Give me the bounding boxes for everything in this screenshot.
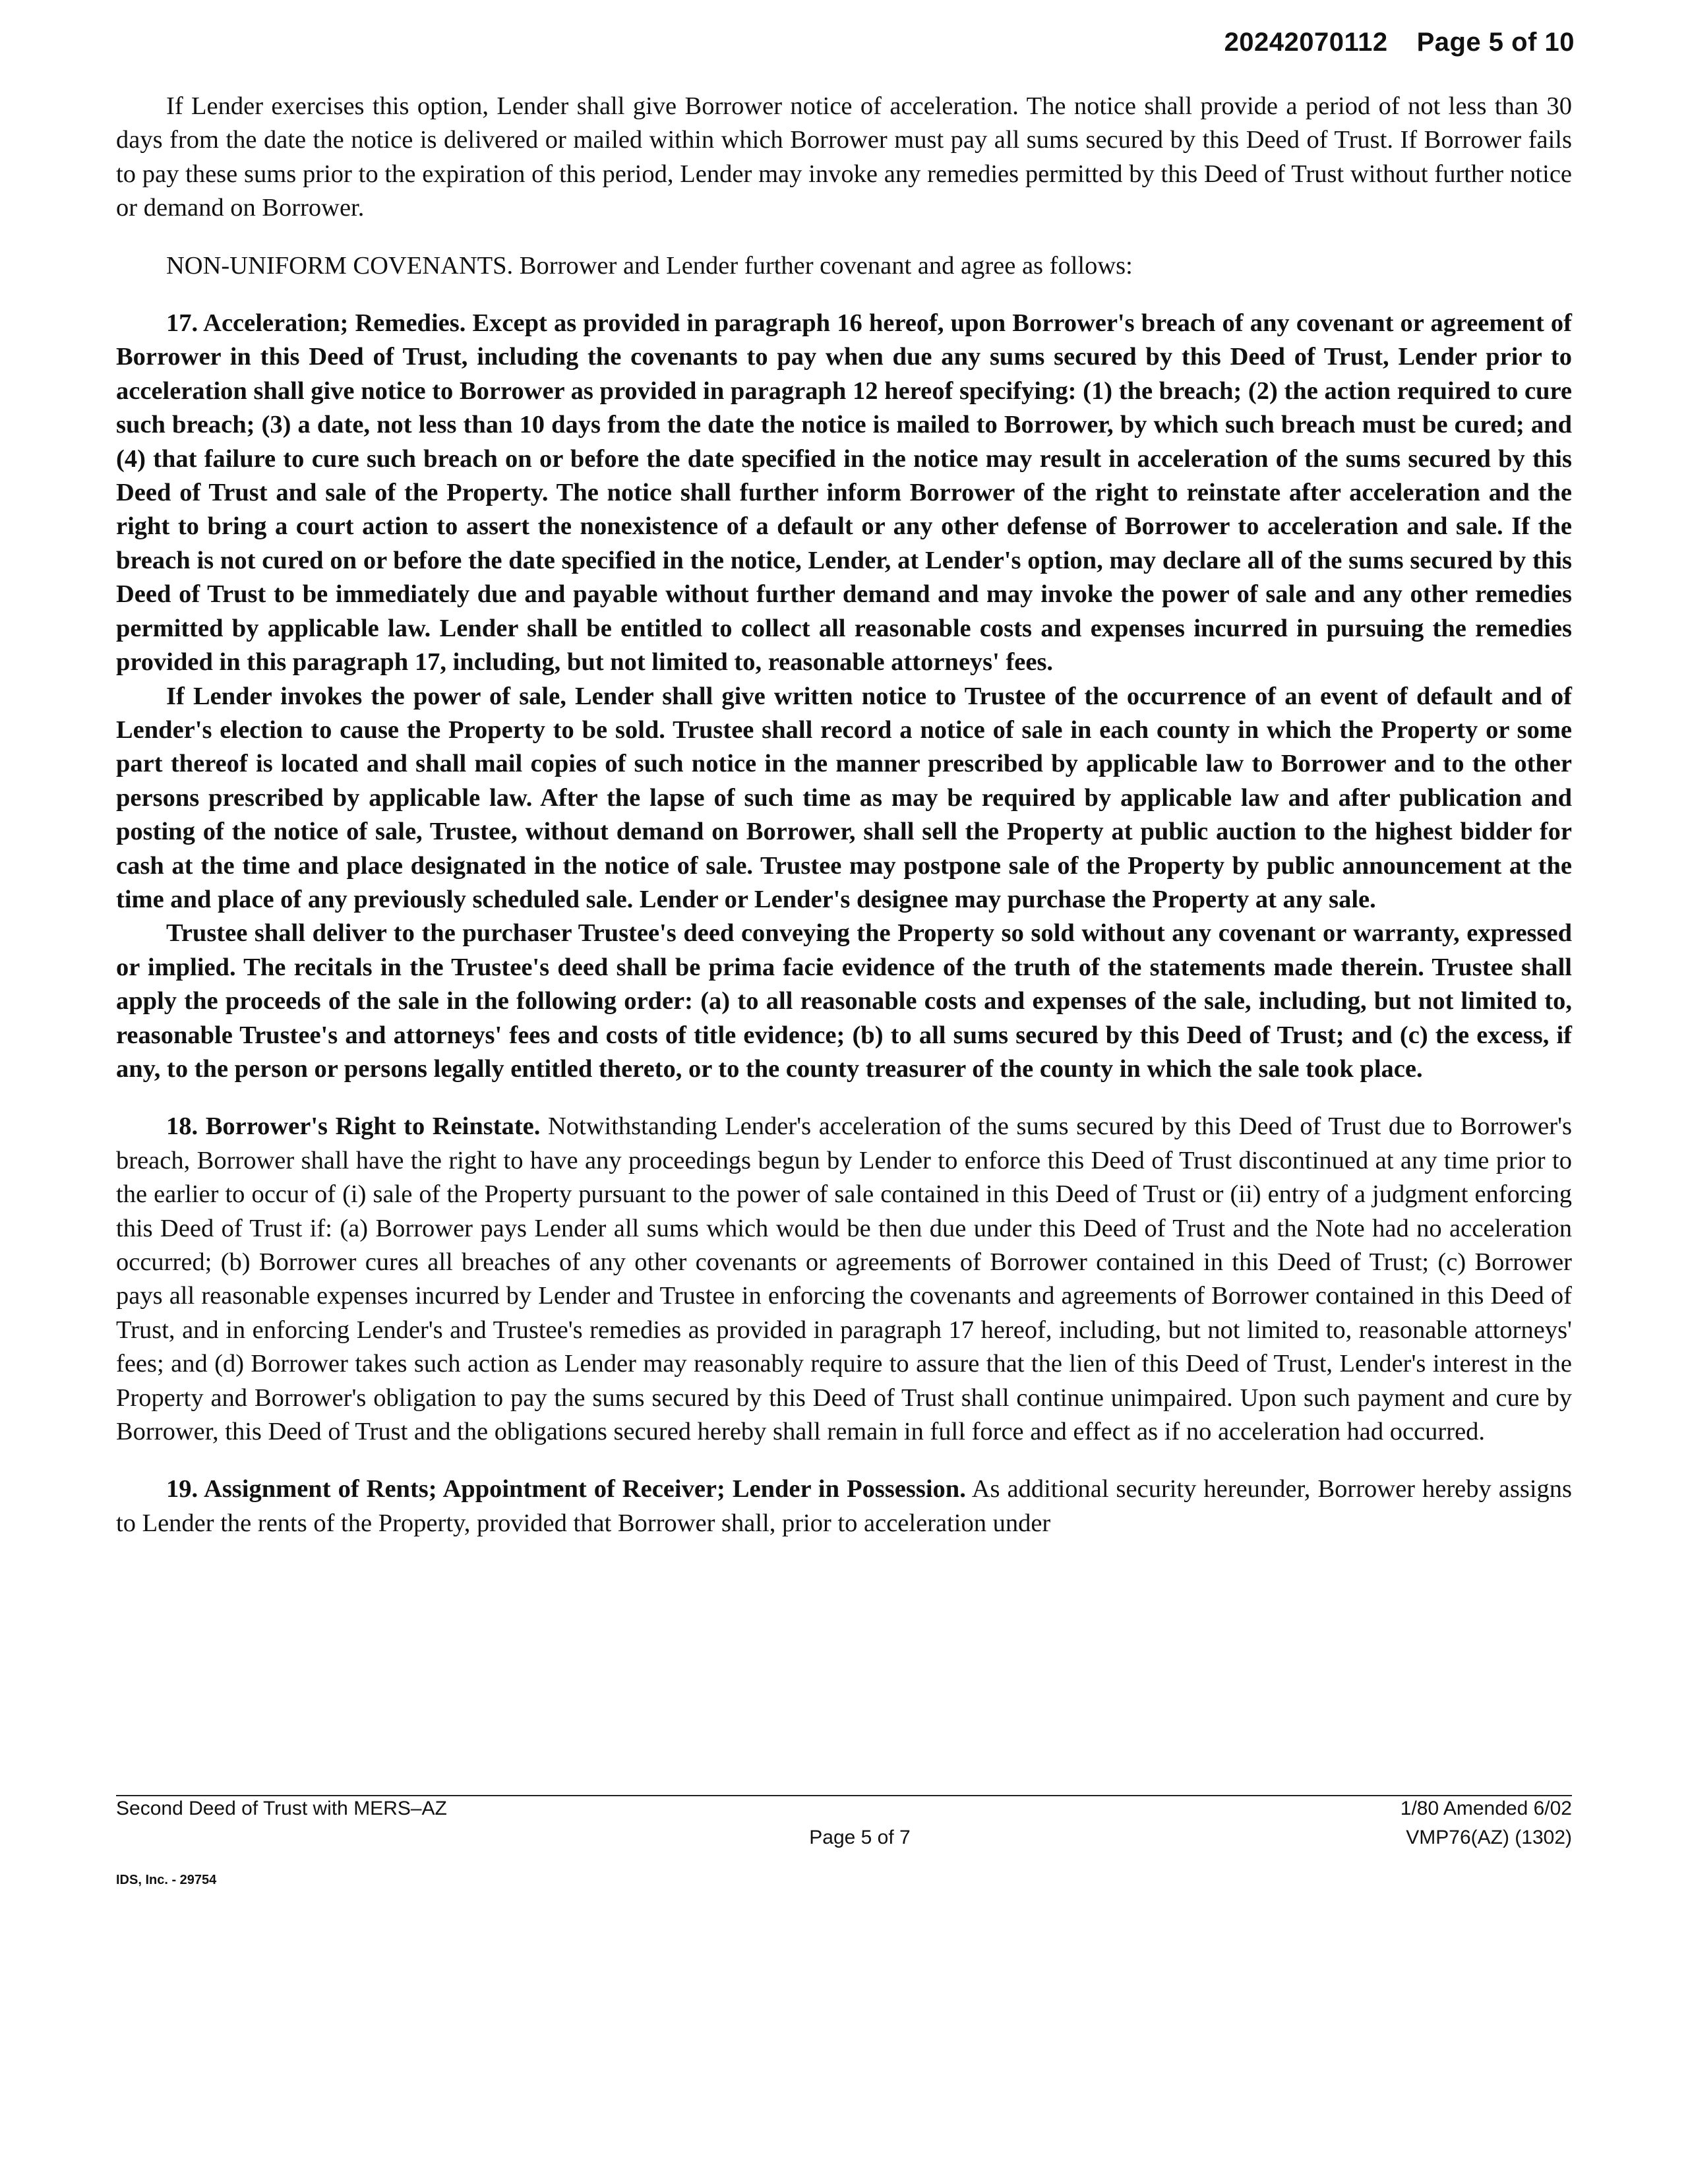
paragraph-non-uniform-covenants: NON-UNIFORM COVENANTS. Borrower and Lender further covenant and agree as follows: — [166, 251, 1133, 280]
paragraph-18-text: Notwithstanding Lender's acceleration of the sums secured by this Deed of Trust due to Borrower's breach, Borrower shall have the right to have any proceedings begun by Lender to enforce this Deed of Trust discontinued at any time prior to the earlier to occur of (i) sale of the Property pursuant to the power of sale contained in this Deed of Trust or (ii) entry of a judgment enforcing this Deed of Trust if: (a) Borrower pays Lender all sums which would be then due under this Deed of Trust and the Note had no acceleration occurred; (b) Borrower cures all breaches of any other covenants or agreements of Borrower contained in this Deed of Trust; (c) Borrower pays all reasonable expenses incurred by Lender and Trustee in enforcing the covenants and agreements of Borrower contained in this Deed of Trust, and in enforcing Lender's and Trustee's remedies as provided in paragraph 17 hereof, including, but not limited to, reasonable attorneys' fees; and (d) Borrower takes such action as Lender may reasonably require to assure that the lien of this Deed of Trust, Lender's interest in the Property and Borrower's obligation to pay the sums secured by this Deed of Trust shall continue unimpaired. Upon such payment and cure by Borrower, this Deed of Trust and the obligations secured hereby shall remain in full force and effect as if no acceleration had occurred. — [116, 1112, 1572, 1446]
footer-form-name: Second Deed of Trust with MERS–AZ — [116, 1798, 447, 1819]
paragraph-17-power-of-sale: If Lender invokes the power of sale, Lender shall give written notice to Trustee of the occurrence of an event of default and of Lender's election to cause the Property to be sold. Trustee shall record a notice of sale in each county in which the Property or some part thereof is located and shall mail copies of such notice in the manner prescribed by applicable law to Borrower and to the other persons prescribed by applicable law. After the lapse of such time as may be required by applicable law and after publication and posting of the notice of sale, Trustee, without demand on Borrower, shall sell the Property at public auction to the highest bidder for cash at the time and place designated in the notice of sale. Trustee may postpone sale of the Property by public announcement at the time and place of any previously scheduled sale. Lender or Lender's designee may purchase the Property at any sale. — [116, 682, 1572, 913]
paragraph-acceleration-notice: If Lender exercises this option, Lender shall give Borrower notice of acceleration. The notice shall provide a period of not less than 30 days from the date the notice is delivered or mailed within which Borrower must pay all sums secured by this Deed of Trust. If Borrower fails to pay these sums prior to the expiration of this period, Lender may invoke any remedies permitted by this Deed of Trust without further notice or demand on Borrower. — [116, 92, 1572, 222]
header-page-label: Page 5 of 10 — [1416, 28, 1575, 57]
document-number: 20242070112 — [1224, 28, 1388, 57]
paragraph-18-right-to-reinstate — [116, 1110, 1572, 1449]
footer-form-code: VMP76(AZ) (1302) — [1406, 1827, 1572, 1848]
paragraph-18-heading: 18. Borrower's Right to Reinstate. — [166, 1112, 541, 1141]
footer-amended-date: 1/80 Amended 6/02 — [1400, 1798, 1572, 1819]
footer-divider — [116, 1795, 1572, 1796]
footer-page-number: Page 5 of 7 — [809, 1827, 911, 1848]
paragraph-19-assignment-of-rents — [116, 1472, 1572, 1540]
page-header — [1224, 28, 1575, 57]
footer-ids-code: IDS, Inc. - 29754 — [116, 1873, 217, 1887]
paragraph-17-trustee-deed: Trustee shall deliver to the purchaser Trustee's deed conveying the Property so sold without any covenant or warranty, expressed or implied. The recitals in the Trustee's deed shall be prima facie evidence of the truth of the statements made therein. Trustee shall apply the proceeds of the sale in the following order: (a) to all reasonable costs and expenses of the sale, including, but not limited to, reasonable Trustee's and attorneys' fees and costs of title evidence; (b) to all sums secured by this Deed of Trust; and (c) the excess, if any, to the person or persons legally entitled thereto, or to the county treasurer of the county in which the sale took place. — [116, 919, 1572, 1083]
paragraph-19-heading: 19. Assignment of Rents; Appointment of Receiver; Lender in Possession. — [166, 1475, 966, 1503]
section-17-acceleration-remedies — [116, 307, 1572, 1086]
paragraph-19-text: As additional security hereunder, Borrower hereby assigns to Lender the rents of the Property, provided that Borrower shall, prior to acceleration under — [116, 1475, 1573, 1537]
document-body — [116, 90, 1572, 1540]
paragraph-17-acceleration: 17. Acceleration; Remedies. Except as provided in paragraph 16 hereof, upon Borrower's breach of any covenant or agreement of Borrower in this Deed of Trust, including the covenants to pay when due any sums secured by this Deed of Trust, Lender prior to acceleration shall give notice to Borrower as provided in paragraph 12 hereof specifying: (1) the breach; (2) the action required to cure such breach; (3) a date, not less than 10 days from the date the notice is mailed to Borrower, by which such breach must be cured; and (4) that failure to cure such breach on or before the date specified in the notice may result in acceleration of the sums secured by this Deed of Trust and sale of the Property. The notice shall further inform Borrower of the right to reinstate after acceleration and the right to bring a court action to assert the nonexistence of a default or any other defense of Borrower to acceleration and sale. If the breach is not cured on or before the date specified in the notice, Lender, at Lender's option, may declare all of the sums secured by this Deed of Trust to be immediately due and payable without further demand and may invoke the power of sale and any other remedies permitted by applicable law. Lender shall be entitled to collect all reasonable costs and expenses incurred in pursuing the remedies provided in this paragraph 17, including, but not limited to, reasonable attorneys' fees. — [116, 309, 1572, 677]
